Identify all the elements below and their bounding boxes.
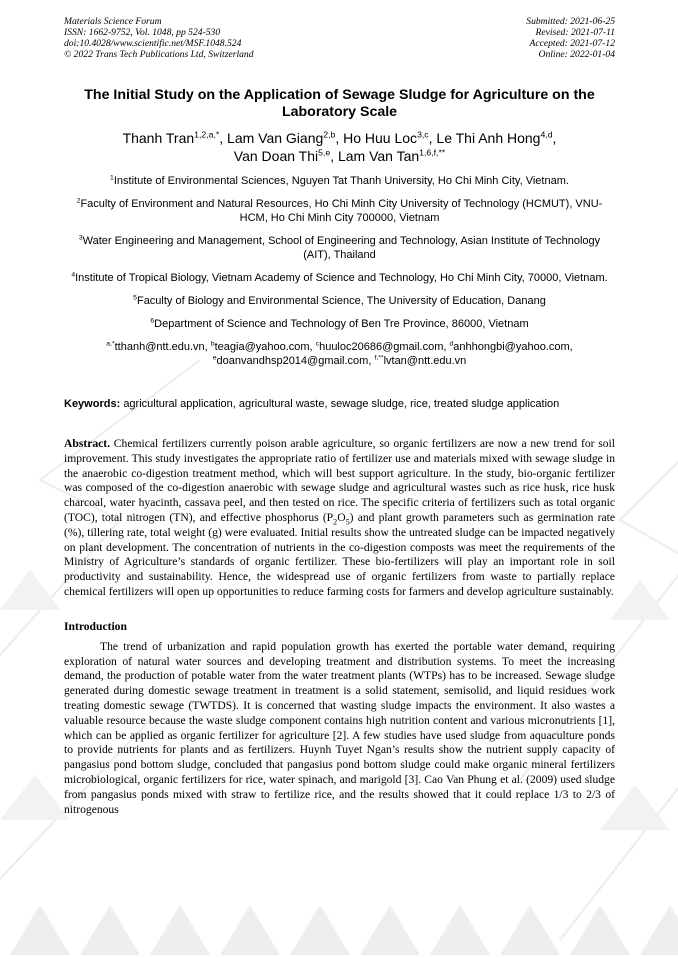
email: $^{f,**}$lvtan@ntt.edu.vn — [374, 354, 467, 367]
journal-header — [64, 16, 615, 60]
abstract: Abstract. Chemical fertilizers currently poison arable agriculture, so organic fertilizers are now a new trend for soil improvement. This study investigates the appropriate ratio of fertilizer use and materials mixed with sewage sludge in the anaerobic co-digestion treatment method, which will best support agriculture. In the study, bio-organic fertilizer was composed of the co-digestion anaerobic with sewage sludge and agricultural wastes such as rice husk, rice husk charcoal, water hyacinth, cassava peel, and then tested on rice. The specific criteria of fertilizers such as total organic (TOC), total nitrogen (TN), and effective phosphorus $(P_2O_5)$ and plant growth parameters such as germination rate (%), tillering rate, total weight (g) were evaluated. Initial results show the untreated sludge can be impacted negatively on plant development. The concentration of nutrients in the co-digestion composts was meet the requirements of the Ministry of Agriculture’s standards of organic fertilizer. These bio-fertilizers will play an important role in soil productivity and sustainability. Hence, the widespread use of organic fertilizers from waste to partially replace chemical fertilizers will open up opportunities to reduce farming costs for farmers and develop agriculture sustainably. — [64, 437, 615, 598]
affiliation: $^1$Institute of Environmental Sciences, Nguyen Tat Thanh University, Ho Chi Minh City, Vietnam. — [110, 174, 569, 187]
online-date: Online: 2022-01-04 — [538, 49, 615, 60]
submitted-date: Submitted: 2021-06-25 — [526, 16, 615, 27]
section-heading-introduction: Introduction — [64, 619, 127, 633]
author: Le Thi Anh Hong$^{4,d}$ — [436, 129, 553, 146]
author: Thanh Tran$^{1,2,a,*}$, — [122, 129, 228, 146]
affiliation: $^2$Faculty of Environment and Natural Resources, Ho Chi Minh City University of Technology (HCMUT), VNU-HCM, Ho Chi Minh City 700000, Vietnam — [76, 197, 603, 224]
author: Lam Van Tan$^{1,6,f,**}$ — [337, 147, 446, 164]
affiliation: $^6$Department of Science and Technology of Ben Tre Province, 86000, Vietnam — [150, 317, 529, 330]
author: Lam Van Giang$^{2,b}$, — [227, 129, 344, 146]
email: $^{a,*}$tthanh@ntt.edu.vn, — [106, 340, 211, 353]
author-emails: $^{a,*}$tthanh@ntt.edu.vn, $^b$teagia@yahoo.com, $^c$huuloc20686@gmail.com, $^d$anhhongbi@yahoo.com, $^e$doanvandhsp2014@gmail.com, $^{f,**}$lvtan@ntt.edu.vn — [106, 340, 573, 367]
email: $^e$doanvandhsp2014@gmail.com, — [212, 354, 375, 367]
keywords-text: agricultural application, agricultural waste, sewage sludge, rice, treated sludge application — [123, 398, 560, 410]
author: Ho Huu Loc$^{3,c}$, — [343, 129, 437, 146]
journal-name: Materials Science Forum — [64, 16, 162, 27]
email: $^c$huuloc20686@gmail.com, — [315, 340, 450, 353]
author-list: Thanh Tran$^{1,2,a,*}$, Lam Van Giang$^{2,b}$, Ho Huu Loc$^{3,c}$, Le Thi Anh Hong$^{4,d}$, Van Doan Thi$^{5,e}$, Lam Van Tan$^{1,6,f,**}$ — [122, 129, 557, 164]
revised-date: Revised: 2021-07-11 — [535, 27, 615, 38]
issn-line: ISSN: 1662-9752, Vol. 1048, pp 524-530 — [64, 27, 221, 38]
journal-info — [64, 16, 254, 60]
doi-line: doi:10.4028/www.scientific.net/MSF.1048.524 — [64, 38, 242, 49]
affiliation: $^3$Water Engineering and Management, School of Engineering and Technology, Asian Institute of Technology (AIT), Thailand — [78, 234, 601, 261]
paper-title: The Initial Study on the Application of Sewage Sludge for Agriculture on the Laboratory Scale — [84, 87, 595, 120]
author: Van Doan Thi$^{5,e}$, — [233, 147, 338, 164]
copyright-line: © 2022 Trans Tech Publications Ltd, Switzerland — [64, 49, 254, 60]
page-content — [64, 16, 615, 817]
email: $^b$teagia@yahoo.com, — [210, 340, 316, 353]
submission-dates — [526, 16, 615, 60]
introduction-paragraph: The trend of urbanization and rapid population growth has exerted the portable water demand, requiring exploration of natural water sources and developing treatment and distribution systems. To meet the increasing demand, the production of potable water from the water treatment plants (WTPs) has to be increased. Sewage sludge generated during domestic sewage treatment in treatment is a solid statement, semisolid, and liquid residues work treating domestic sewage (TWTDS). It is concerned that wasting sludge impacts the environment. It also wastes a valuable resource because the waste sludge component contains high nutrition content and various micronutrients [1], which can be applied as organic fertilizer for agriculture [2]. A few studies have used sludge from aquaculture ponds to provide nutrients for plants and as fertilizers. Huynh Tuyet Ngan’s results show the nutrient supply capacity of pangasius pond bottom sludge, concluded that pangasius pond bottom sludge could make organic mineral fertilizers microbiological, organic fertilizers for rice, water spinach, and marigold [3]. Cao Van Phung et al. (2009) used sludge from pangasius ponds mixed with straw to fertilize rice, and the results showed that it could replace 1/3 to 2/3 of nitrogenous — [64, 639, 615, 816]
keywords — [64, 397, 615, 411]
accepted-date: Accepted: 2021-07-12 — [529, 38, 615, 49]
affiliation: $^4$Institute of Tropical Biology, Vietnam Academy of Science and Technology, Ho Chi Minh City, 70000, Vietnam. — [71, 271, 608, 284]
affiliation: $^5$Faculty of Biology and Environmental Science, The University of Education, Danang — [133, 294, 546, 307]
keywords-label: Keywords: — [64, 398, 121, 410]
abstract-label: Abstract. — [64, 437, 111, 450]
email: $^d$anhhongbi@yahoo.com — [449, 340, 570, 353]
